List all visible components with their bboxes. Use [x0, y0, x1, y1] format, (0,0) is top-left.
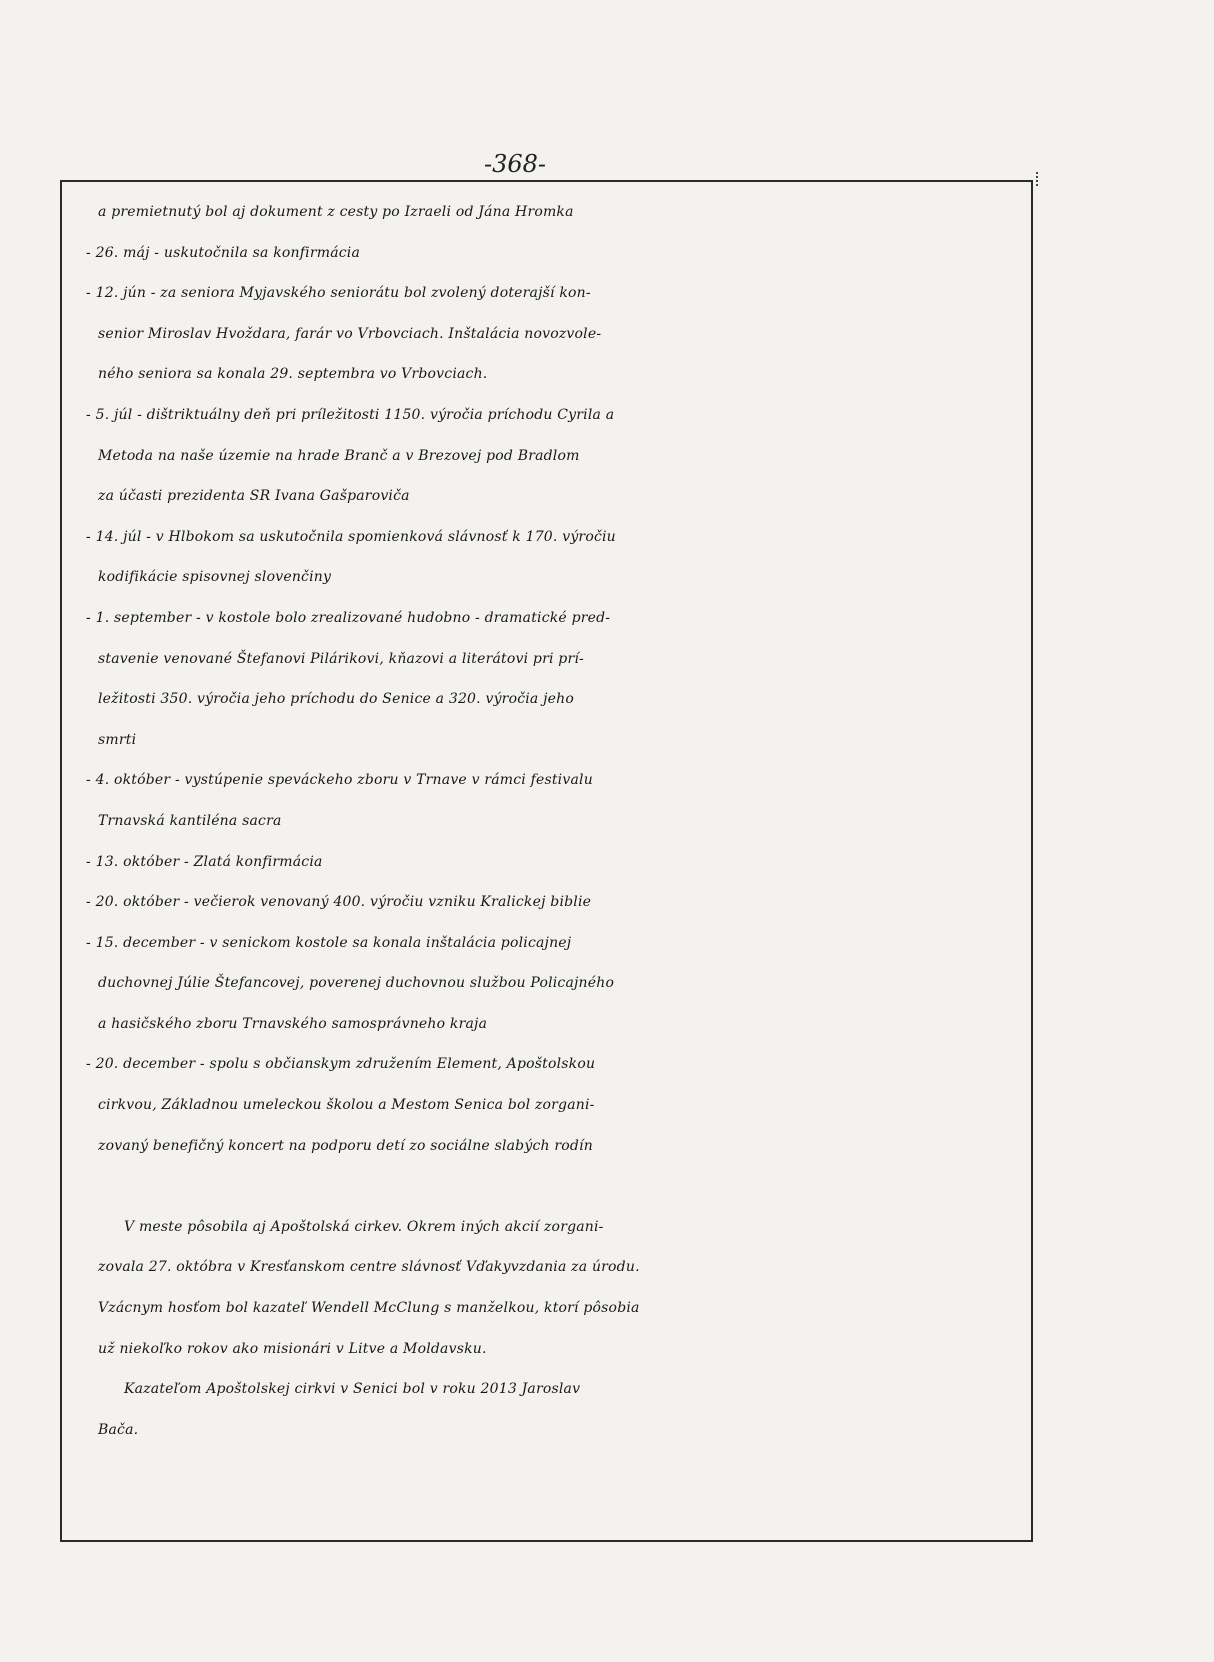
frame-corner-mark [1036, 172, 1041, 186]
text-line: zovaný benefičný koncert na podporu detí zo sociálne slabých rodín [98, 1137, 593, 1154]
text-line: - 20. december - spolu s občianskym združením Element, Apoštolskou [86, 1056, 596, 1073]
text-line: Kazateľom Apoštolskej cirkvi v Senici bol v roku 2013 Jaroslav [124, 1381, 581, 1398]
text-line: zovala 27. októbra v Kresťanskom centre slávnosť Vďakyvzdania za úrodu. [98, 1259, 640, 1276]
text-line: už niekoľko rokov ako misionári v Litve a Moldavsku. [98, 1340, 487, 1357]
text-line: - 5. júl - dištriktuálny deň pri príležitosti 1150. výročia príchodu Cyrila a [86, 406, 615, 423]
text-line: Bača. [98, 1421, 139, 1438]
text-line: stavenie venované Štefanovi Pilárikovi, kňazovi a literátovi pri prí- [98, 650, 584, 667]
text-line: Vzácnym hosťom bol kazateľ Wendell McClung s manželkou, ktorí pôsobia [98, 1300, 640, 1317]
page-number: -368- [483, 150, 547, 178]
text-line: duchovnej Júlie Štefancovej, poverenej duchovnou službou Policajného [98, 975, 615, 992]
text-line: za účasti prezidenta SR Ivana Gašparoviča [98, 488, 410, 505]
text-line [86, 1166, 1046, 1207]
text-line: - 26. máj - uskutočnila sa konfirmácia [86, 244, 361, 261]
text-line: - 12. jún - za seniora Myjavského seniorátu bol zvolený doterajší kon- [86, 285, 591, 302]
text-line: senior Miroslav Hvoždara, farár vo Vrbovciach. Inštalácia novozvole- [98, 325, 602, 342]
text-line: Trnavská kantiléna sacra [98, 812, 282, 829]
text-line: smrti [98, 731, 137, 748]
text-line: ležitosti 350. výročia jeho príchodu do Senice a 320. výročia jeho [98, 691, 574, 708]
handwritten-text-block [86, 192, 1046, 1450]
text-line: ného seniora sa konala 29. septembra vo Vrbovciach. [98, 366, 488, 383]
text-line: - 1. september - v kostole bolo zrealizované hudobno - dramatické pred- [86, 609, 611, 626]
text-line: - 15. december - v senickom kostole sa konala inštalácia policajnej [86, 934, 572, 951]
text-line: cirkvou, Základnou umeleckou školou a Mestom Senica bol zorgani- [98, 1097, 595, 1114]
text-line: a hasičského zboru Trnavského samosprávneho kraja [98, 1015, 488, 1032]
text-line: - 4. október - vystúpenie speváckeho zboru v Trnave v rámci festivalu [86, 772, 593, 789]
text-line: kodifikácie spisovnej slovenčiny [98, 569, 332, 586]
text-line: a premietnutý bol aj dokument z cesty po Izraeli od Jána Hromka [98, 204, 574, 220]
text-line: V meste pôsobila aj Apoštolská cirkev. Okrem iných akcií zorgani- [124, 1218, 604, 1235]
text-line: - 14. júl - v Hlbokom sa uskutočnila spomienková slávnosť k 170. výročiu [86, 528, 616, 545]
text-line: - 13. október - Zlatá konfirmácia [86, 853, 323, 870]
text-line: Metoda na naše územie na hrade Branč a v Brezovej pod Bradlom [98, 447, 580, 464]
text-line: - 20. október - večierok venovaný 400. výročiu vzniku Kralickej biblie [86, 894, 592, 911]
